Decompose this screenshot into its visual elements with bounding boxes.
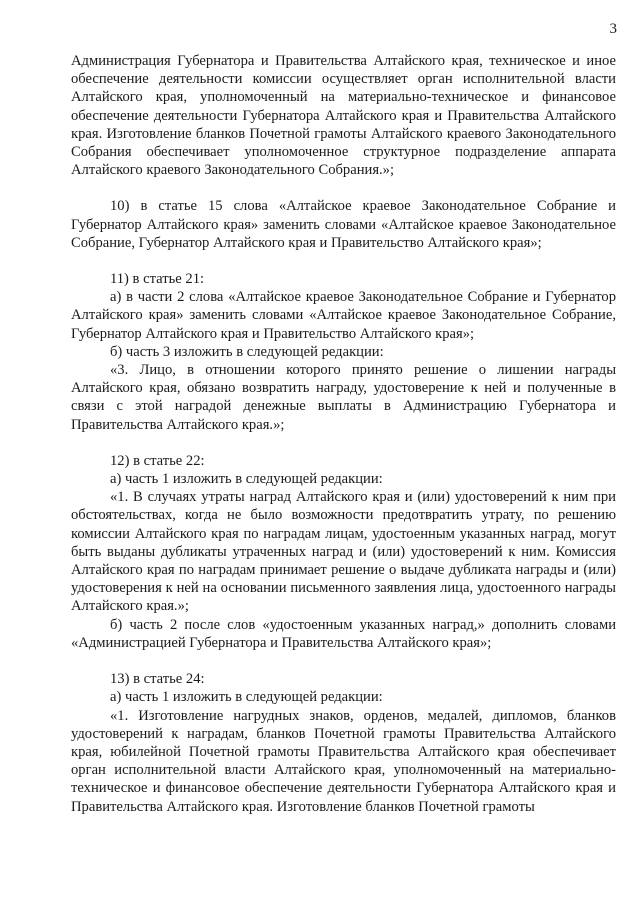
paragraph-continuation: Администрация Губернатора и Правительства Алтайского края, техническое и иное обеспечение деятельности комиссии осуществляет орган исполнительной власти Алтайского края, уполномоченный на материально-техническое и финансовое обеспечение деятельности Губернатора Алтайского края и Правительства Алтайского края. Изготовление бланков Почетной грамоты Алтайского краевого Законодательного Собрания обеспечивает уполномоченное структурное подразделение аппарата Алтайского краевого Законодательного Собрания.»;	[71, 53, 616, 179]
item-10: 10) в статье 15 слова «Алтайское краевое Законодательное Собрание и Губернатор Алтайского края» заменить словами «Алтайское краевое Законодательное Собрание, Губернатор Алтайского края и Правительство Алтайского края»;	[71, 198, 616, 251]
item-12-a: а) часть 1 изложить в следующей редакции:	[110, 471, 383, 488]
item-12-a-text: «1. В случаях утраты наград Алтайского края и (или) удостоверений к ним при обстоятельствах, когда не было возможности предотвратить утрату, по решению комиссии Алтайского края по наградам лицам, удостоенным указанных наград, могут быть выданы дубликаты утраченных наград и (или) удостоверений к ним. Комиссия Алтайского края по наградам принимает решение о выдаче дубликата награды и (или) удостоверения к ней на основании письменного заявления лица, удостоенного награды Алтайского края.»;	[71, 489, 616, 615]
item-13-a-text: «1. Изготовление нагрудных знаков, орденов, медалей, дипломов, бланков удостоверений к наградам, бланков Почетной грамоты Правительства Алтайского края, юбилейной Почетной грамоты Правительства Алтайского края обеспечивает орган исполнительной власти Алтайского края, уполномоченный на материально-техническое и финансовое обеспечение деятельности Губернатора Алтайского края и Правительства Алтайского края. Изготовление бланков Почетной грамоты	[71, 707, 616, 815]
item-13-heading: 13) в статье 24:	[110, 671, 205, 688]
item-11-b-text: «3. Лицо, в отношении которого принято решение о лишении награды Алтайского края, обязано возвратить награду, удостоверение к ней и полученные в связи с этой наградой денежные выплаты в Администрацию Губернатора и Правительства Алтайского края.»;	[71, 362, 616, 433]
item-11-heading: 11) в статье 21:	[110, 271, 205, 288]
document-body	[71, 52, 616, 816]
page-number: 3	[609, 21, 617, 37]
item-13-a: а) часть 1 изложить в следующей редакции:	[110, 689, 383, 706]
item-11-a: а) в части 2 слова «Алтайское краевое Законодательное Собрание и Губернатор Алтайского края» заменить словами «Алтайское краевое Законодательное Собрание, Губернатор Алтайского края и Правительство Алтайского края»;	[71, 289, 616, 342]
item-12-b: б) часть 2 после слов «удостоенным указанных наград,» дополнить словами «Администрацией Губернатора и Правительства Алтайского края»;	[71, 616, 616, 651]
item-12-heading: 12) в статье 22:	[110, 452, 205, 469]
item-11-b: б) часть 3 изложить в следующей редакции:	[110, 343, 384, 360]
